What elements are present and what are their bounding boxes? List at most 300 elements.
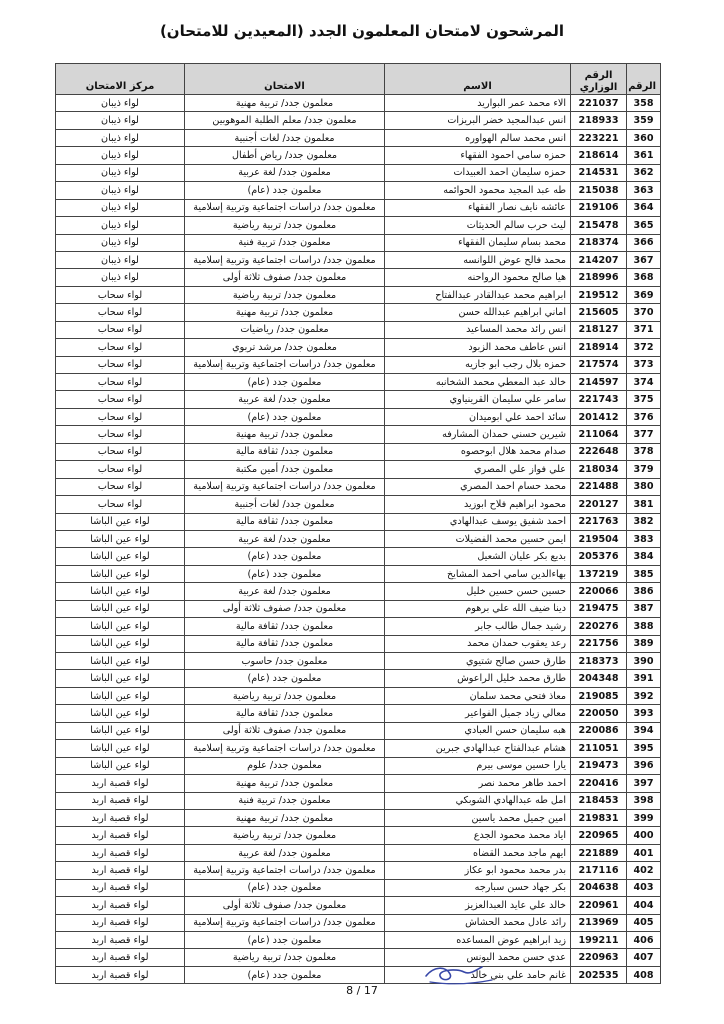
candidate-name: احمد طاهر محمد نصر [385,775,571,792]
candidate-name: انس عبدالمجيد خضر البريزات [385,112,571,129]
table-row [56,286,661,303]
exam-center: لواء قصبة اربد [56,862,185,879]
candidate-name: سائد احمد علي ابوميدان [385,408,571,425]
ministry-number: 215038 [571,182,627,199]
table-row [56,722,661,739]
table-row [56,583,661,600]
ministry-number: 221037 [571,95,627,112]
exam-center: لواء قصبة اربد [56,897,185,914]
table-row [56,879,661,896]
row-number: 370 [627,304,661,321]
ministry-number: 218034 [571,461,627,478]
exam-name: معلمون جدد/ حاسوب [185,653,385,670]
row-number: 374 [627,374,661,391]
ministry-number: 221889 [571,844,627,861]
table-row [56,705,661,722]
ministry-number: 223221 [571,129,627,146]
candidate-name: رشيد جمال طالب جابر [385,618,571,635]
exam-name: معلمون جدد/ لغات أجنبية [185,129,385,146]
ministry-number: 221756 [571,635,627,652]
table-row [56,530,661,547]
exam-center: لواء قصبة اربد [56,879,185,896]
ministry-number: 214597 [571,374,627,391]
ministry-number: 215478 [571,217,627,234]
row-number: 385 [627,565,661,582]
row-number: 407 [627,949,661,966]
candidate-name: بهاءالدين سامي احمد المشايخ [385,565,571,582]
exam-name: معلمون جدد (عام) [185,548,385,565]
table-row [56,548,661,565]
candidate-name: رعد يعقوب حمدان محمد [385,635,571,652]
candidate-name: ليث حرب سالم الحديثات [385,217,571,234]
candidate-name: هيا صالح محمود الرواحنه [385,269,571,286]
exam-center: لواء سحاب [56,426,185,443]
table-row [56,443,661,460]
ministry-number: 204638 [571,879,627,896]
exam-center: لواء ذيبان [56,112,185,129]
candidate-name: حمزه سامي احمود الفقهاء [385,147,571,164]
table-row [56,112,661,129]
page-title: المرشحون لامتحان المعلمون الجدد (المعيدين للامتحان) [159,22,565,40]
row-number: 359 [627,112,661,129]
table-row [56,670,661,687]
row-number: 395 [627,740,661,757]
ministry-number: 220961 [571,897,627,914]
table-row [56,164,661,181]
ministry-number: 211064 [571,426,627,443]
exam-name: معلمون جدد/ تربية رياضية [185,217,385,234]
candidate-name: عائشه نايف نصار الفقهاء [385,199,571,216]
exam-center: لواء سحاب [56,374,185,391]
row-number: 390 [627,653,661,670]
ministry-number: 220086 [571,722,627,739]
exam-name: معلمون جدد/ دراسات اجتماعية وتربية إسلامية [185,356,385,373]
row-number: 376 [627,408,661,425]
ministry-number: 218914 [571,339,627,356]
exam-name: معلمون جدد/ صفوف ثلاثة أولى [185,897,385,914]
row-number: 361 [627,147,661,164]
table-row [56,339,661,356]
header-name: الاسم [385,64,571,95]
exam-name: معلمون جدد/ دراسات اجتماعية وتربية إسلامية [185,914,385,931]
row-number: 389 [627,635,661,652]
exam-name: معلمون جدد/ لغة عربية [185,164,385,181]
row-number: 406 [627,932,661,949]
table-row [56,129,661,146]
row-number: 408 [627,966,661,983]
ministry-number: 205376 [571,548,627,565]
ministry-number: 221763 [571,513,627,530]
exam-center: لواء قصبة اربد [56,809,185,826]
exam-center: لواء سحاب [56,339,185,356]
table-row [56,653,661,670]
candidate-name: انس عاطف محمد الزبود [385,339,571,356]
exam-name: معلمون جدد/ رياضيات [185,321,385,338]
table-row [56,897,661,914]
table-row [56,478,661,495]
row-number: 366 [627,234,661,251]
table-row [56,182,661,199]
candidate-name: حمزه سليمان احمد العبيدات [385,164,571,181]
page-number: 8 / 17 [346,984,378,997]
exam-name: معلمون جدد/ تربية مهنية [185,775,385,792]
ministry-number: 214531 [571,164,627,181]
table-row [56,461,661,478]
ministry-number: 220416 [571,775,627,792]
ministry-number: 219512 [571,286,627,303]
row-number: 377 [627,426,661,443]
exam-center: لواء قصبة اربد [56,914,185,931]
candidate-name: بكر جهاد حسن سبارجه [385,879,571,896]
ministry-number: 201412 [571,408,627,425]
row-number: 369 [627,286,661,303]
row-number: 401 [627,844,661,861]
exam-center: لواء قصبة اربد [56,966,185,983]
exam-center: لواء قصبة اربد [56,792,185,809]
header-ministry-line1: الرقم [584,70,613,81]
candidate-name: امل طه عبدالهادي الشوبكي [385,792,571,809]
exam-name: معلمون جدد (عام) [185,966,385,983]
row-number: 386 [627,583,661,600]
exam-center: لواء عين الباشا [56,740,185,757]
ministry-number: 218933 [571,112,627,129]
exam-name: معلمون جدد (عام) [185,670,385,687]
ministry-number: 218374 [571,234,627,251]
table-row [56,687,661,704]
exam-center: لواء سحاب [56,356,185,373]
ministry-number: 218453 [571,792,627,809]
exam-name: معلمون جدد/ صفوف ثلاثة أولى [185,600,385,617]
ministry-number: 217574 [571,356,627,373]
candidate-name: ابراهيم محمد عبدالقادر عبدالفتاح [385,286,571,303]
ministry-number: 218373 [571,653,627,670]
ministry-number: 220276 [571,618,627,635]
exam-name: معلمون جدد/ دراسات اجتماعية وتربية إسلامية [185,251,385,268]
ministry-number: 218996 [571,269,627,286]
header-exam: الامتحان [185,64,385,95]
ministry-number: 218127 [571,321,627,338]
ministry-number: 220066 [571,583,627,600]
exam-name: معلمون جدد/ تربية رياضية [185,827,385,844]
ministry-number: 137219 [571,565,627,582]
table-row [56,251,661,268]
ministry-number: 217116 [571,862,627,879]
row-number: 367 [627,251,661,268]
row-number: 394 [627,722,661,739]
table-row [56,740,661,757]
exam-name: معلمون جدد/ أمين مكتبة [185,461,385,478]
row-number: 382 [627,513,661,530]
candidate-name: بدر محمد محمود ابو عكاز [385,862,571,879]
candidate-name: محمد حسام احمد المصري [385,478,571,495]
exam-name: معلمون جدد/ تربية فنية [185,792,385,809]
candidate-name: علي فواز علي المصري [385,461,571,478]
table-row [56,862,661,879]
row-number: 360 [627,129,661,146]
row-number: 404 [627,897,661,914]
exam-name: معلمون جدد/ صفوف ثلاثة أولى [185,722,385,739]
ministry-number: 219831 [571,809,627,826]
exam-center: لواء عين الباشا [56,583,185,600]
candidate-name: طارق محمد خليل الراعوش [385,670,571,687]
exam-name: معلمون جدد/ تربية مهنية [185,304,385,321]
table-row [56,374,661,391]
exam-name: معلمون جدد/ تربية مهنية [185,426,385,443]
exam-center: لواء ذيبان [56,95,185,112]
candidate-name: خالد عبد المعطي محمد الشخانبه [385,374,571,391]
row-number: 402 [627,862,661,879]
table-row [56,932,661,949]
exam-name: معلمون جدد/ لغة عربية [185,844,385,861]
ministry-number: 199211 [571,932,627,949]
exam-name: معلمون جدد/ مرشد تربوي [185,339,385,356]
table-row [56,635,661,652]
exam-name: معلمون جدد/ دراسات اجتماعية وتربية إسلامية [185,740,385,757]
exam-center: لواء ذيبان [56,251,185,268]
candidate-name: انس رائد محمد المساعيد [385,321,571,338]
exam-center: لواء سحاب [56,321,185,338]
row-number: 375 [627,391,661,408]
exam-center: لواء قصبة اربد [56,827,185,844]
exam-name: معلمون جدد/ تربية رياضية [185,286,385,303]
ministry-number: 220965 [571,827,627,844]
row-number: 405 [627,914,661,931]
table-row [56,147,661,164]
row-number: 387 [627,600,661,617]
exam-center: لواء عين الباشا [56,722,185,739]
candidate-name: معاذ فتحي محمد سلمان [385,687,571,704]
candidate-name: محمود ابراهيم فلاح ابوزيد [385,496,571,513]
ministry-number: 214207 [571,251,627,268]
ministry-number: 219106 [571,199,627,216]
candidate-name: ايمن حسين محمد الفضيلات [385,530,571,547]
exam-name: معلمون جدد (عام) [185,182,385,199]
row-number: 403 [627,879,661,896]
row-number: 373 [627,356,661,373]
table-row [56,966,661,983]
candidate-name: الاء محمد عمر البواريد [385,95,571,112]
candidate-name: امين جميل محمد ياسين [385,809,571,826]
exam-name: معلمون جدد/ لغة عربية [185,530,385,547]
exam-center: لواء ذيبان [56,164,185,181]
table-row [56,757,661,774]
table-row [56,914,661,931]
candidate-name: غانم حامد علي بني خالد [385,966,571,983]
candidate-name: محمد فالح عوض اللوانسه [385,251,571,268]
ministry-number: 211051 [571,740,627,757]
exam-name: معلمون جدد/ لغة عربية [185,583,385,600]
exam-name: معلمون جدد/ ثقافة مالية [185,635,385,652]
exam-center: لواء عين الباشا [56,687,185,704]
candidate-name: محمد بسام سليمان الفقهاء [385,234,571,251]
row-number: 399 [627,809,661,826]
candidate-name: طه عبد المجيد محمود الحوائمه [385,182,571,199]
candidate-name: رائد عادل محمد الحشاش [385,914,571,931]
candidate-name: طارق حسن صالح شتيوي [385,653,571,670]
exam-name: معلمون جدد/ رياض أطفال [185,147,385,164]
ministry-number: 204348 [571,670,627,687]
table-row [56,496,661,513]
table-row [56,618,661,635]
row-number: 383 [627,530,661,547]
table-row [56,234,661,251]
ministry-number: 218614 [571,147,627,164]
exam-center: لواء ذيبان [56,234,185,251]
row-number: 397 [627,775,661,792]
candidate-name: ايهم ماجد محمد القضاه [385,844,571,861]
exam-name: معلمون جدد/ لغات أجنبية [185,496,385,513]
table-row [56,217,661,234]
table-row [56,844,661,861]
candidate-name: معالي زياد جميل الفواعير [385,705,571,722]
row-number: 363 [627,182,661,199]
ministry-number: 220127 [571,496,627,513]
candidate-name: هشام عبدالفتاح عبدالهادي جبرين [385,740,571,757]
exam-center: لواء عين الباشا [56,670,185,687]
exam-name: معلمون جدد/ لغة عربية [185,391,385,408]
exam-center: لواء ذيبان [56,147,185,164]
ministry-number: 202535 [571,966,627,983]
ministry-number: 220050 [571,705,627,722]
exam-center: لواء قصبة اربد [56,949,185,966]
candidate-name: صدام محمد هلال ابوحصوه [385,443,571,460]
table-row [56,827,661,844]
ministry-number: 219473 [571,757,627,774]
exam-center: لواء سحاب [56,304,185,321]
candidate-name: يارا حسين موسى بيرم [385,757,571,774]
exam-center: لواء قصبة اربد [56,775,185,792]
table-row [56,199,661,216]
row-number: 380 [627,478,661,495]
table-row [56,949,661,966]
candidate-name: انس محمد سالم الهواوره [385,129,571,146]
exam-center: لواء عين الباشا [56,548,185,565]
ministry-number: 221743 [571,391,627,408]
exam-name: معلمون جدد/ ثقافة مالية [185,618,385,635]
exam-name: معلمون جدد (عام) [185,374,385,391]
row-number: 364 [627,199,661,216]
row-number: 372 [627,339,661,356]
ministry-number: 219475 [571,600,627,617]
exam-name: معلمون جدد/ تربية مهنية [185,95,385,112]
exam-name: معلمون جدد/ تربية فنية [185,234,385,251]
row-number: 362 [627,164,661,181]
exam-center: لواء سحاب [56,408,185,425]
ministry-number: 222648 [571,443,627,460]
row-number: 396 [627,757,661,774]
candidate-name: شيرين حسني حمدان المشارفه [385,426,571,443]
ministry-number: 219085 [571,687,627,704]
candidate-name: حسين حسن حسين خليل [385,583,571,600]
row-number: 371 [627,321,661,338]
candidate-name: اماني ابراهيم عبدالله حسن [385,304,571,321]
candidate-name: حمزه بلال رجب ابو جازيه [385,356,571,373]
row-number: 400 [627,827,661,844]
header-ministry-number [571,64,627,95]
exam-center: لواء سحاب [56,286,185,303]
row-number: 391 [627,670,661,687]
exam-center: لواء سحاب [56,478,185,495]
exam-center: لواء عين الباشا [56,757,185,774]
exam-name: معلمون جدد/ دراسات اجتماعية وتربية إسلامية [185,478,385,495]
table-row [56,269,661,286]
ministry-number: 221488 [571,478,627,495]
header-num: الرقم [627,64,661,95]
table-row [56,408,661,425]
table-row [56,775,661,792]
exam-center: لواء سحاب [56,496,185,513]
exam-center: لواء قصبة اربد [56,844,185,861]
candidate-name: اياد محمد محمود الجدع [385,827,571,844]
table-row [56,565,661,582]
row-number: 379 [627,461,661,478]
exam-name: معلمون جدد/ علوم [185,757,385,774]
candidate-name: دينا ضيف الله علي برهوم [385,600,571,617]
exam-center: لواء عين الباشا [56,705,185,722]
exam-center: لواء ذيبان [56,217,185,234]
exam-name: معلمون جدد/ تربية مهنية [185,809,385,826]
table-row [56,321,661,338]
row-number: 393 [627,705,661,722]
table-row [56,95,661,112]
exam-name: معلمون جدد/ ثقافة مالية [185,705,385,722]
row-number: 392 [627,687,661,704]
exam-center: لواء عين الباشا [56,653,185,670]
row-number: 384 [627,548,661,565]
row-number: 378 [627,443,661,460]
row-number: 365 [627,217,661,234]
candidate-name: زيد ابراهيم عوض المساعده [385,932,571,949]
header-center: مركز الامتحان [56,64,185,95]
exam-name: معلمون جدد/ ثقافة مالية [185,443,385,460]
exam-name: معلمون جدد (عام) [185,932,385,949]
candidate-name: سامر علي سليمان القرينياوي [385,391,571,408]
exam-center: لواء سحاب [56,461,185,478]
table-row [56,513,661,530]
row-number: 381 [627,496,661,513]
table-row [56,600,661,617]
exam-name: معلمون جدد (عام) [185,408,385,425]
row-number: 388 [627,618,661,635]
table-row [56,809,661,826]
candidate-name: عدي حسن محمد اليونس [385,949,571,966]
table-row [56,391,661,408]
ministry-number: 213969 [571,914,627,931]
table-row [56,356,661,373]
header-ministry-line2: الوزاري [579,82,618,93]
exam-name: معلمون جدد/ دراسات اجتماعية وتربية إسلامية [185,199,385,216]
exam-center: لواء ذيبان [56,182,185,199]
row-number: 398 [627,792,661,809]
exam-name: معلمون جدد/ تربية رياضية [185,949,385,966]
exam-center: لواء ذيبان [56,199,185,216]
exam-name: معلمون جدد (عام) [185,565,385,582]
exam-name: معلمون جدد (عام) [185,879,385,896]
exam-center: لواء سحاب [56,391,185,408]
ministry-number: 215605 [571,304,627,321]
candidate-name: احمد شفيق يوسف عبدالهادي [385,513,571,530]
candidate-name: خالد علي عايد العبدالعزيز [385,897,571,914]
exam-center: لواء عين الباشا [56,530,185,547]
candidate-name: هبه سليمان حسن العبادي [385,722,571,739]
exam-name: معلمون جدد/ ثقافة مالية [185,513,385,530]
exam-center: لواء عين الباشا [56,635,185,652]
candidate-name: بديع بكر عليان الشعيل [385,548,571,565]
exam-center: لواء عين الباشا [56,565,185,582]
exam-name: معلمون جدد/ تربية رياضية [185,687,385,704]
row-number: 368 [627,269,661,286]
candidates-table [55,63,661,984]
